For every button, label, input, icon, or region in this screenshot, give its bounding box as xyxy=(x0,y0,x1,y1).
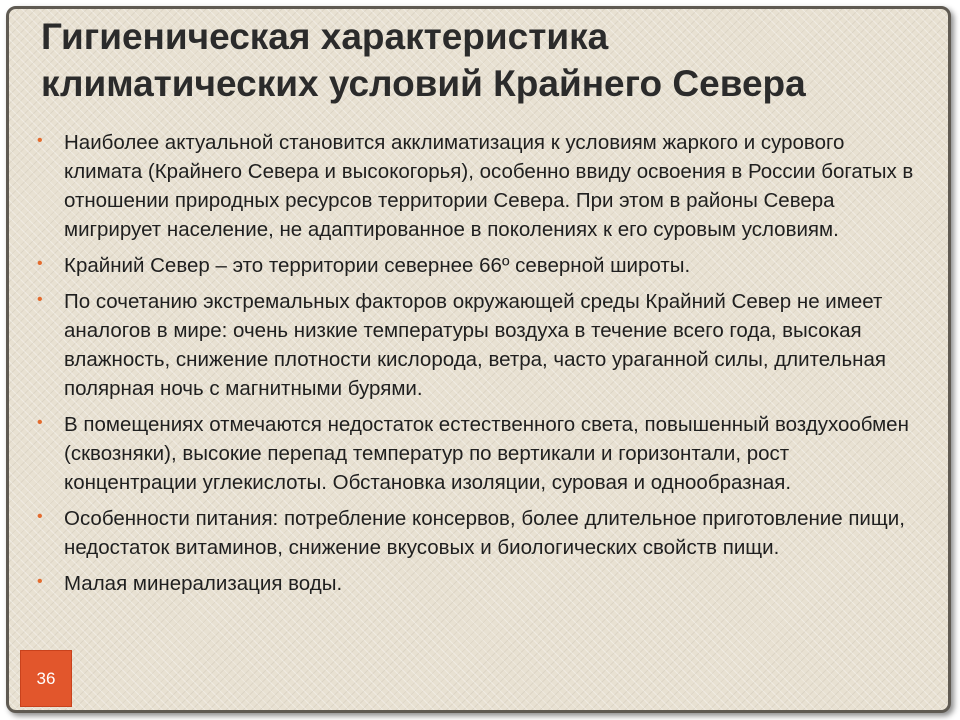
bullet-list xyxy=(35,128,915,605)
page-number-badge xyxy=(20,650,72,707)
bullet-icon: • xyxy=(37,255,43,272)
bullet-icon: • xyxy=(37,414,43,431)
list-item xyxy=(35,410,915,497)
title-line-2: климатических условий Крайнего Севера xyxy=(41,63,806,104)
slide-title xyxy=(41,13,941,107)
bullet-text: По сочетанию экстремальных факторов окружающей среды Крайний Север не имеет аналогов в мире: очень низкие температуры воздуха в течение всего года, высокая влажность, снижение плотности кислорода, ветра, часто ураганной силы, длительная полярная ночь с магнитными бурями. xyxy=(64,290,886,400)
slide xyxy=(6,6,951,713)
list-item xyxy=(35,504,915,562)
bullet-text: Крайний Север – это территории севернее 66º северной широты. xyxy=(64,254,691,277)
bullet-text: Наиболее актуальной становится акклиматизация к условиям жаркого и сурового климата (Крайнего Севера и высокогорья), особенно ввиду освоения в России богатых в отношении природных ресурсов территории Севера. При этом в районы Севера мигрирует население, не адаптированное в поколениях к его суровым условиям. xyxy=(64,131,914,241)
title-line-1: Гигиеническая характеристика xyxy=(41,16,609,57)
bullet-text: В помещениях отмечаются недостаток естественного света, повышенный воздухообмен (сквозняки), высокие перепад температур по вертикали и горизонтали, рост концентрации углекислоты. Обстановка изоляции, суровая и однообразная. xyxy=(64,413,909,494)
bullet-text: Особенности питания: потребление консервов, более длительное приготовление пищи, недостаток витаминов, снижение вкусовых и биологических свойств пищи. xyxy=(64,507,905,559)
bullet-icon: • xyxy=(37,132,43,149)
bullet-icon: • xyxy=(37,508,43,525)
list-item xyxy=(35,287,915,403)
bullet-icon: • xyxy=(37,291,43,308)
list-item xyxy=(35,251,915,280)
page-number: 36 xyxy=(36,668,56,688)
bullet-icon: • xyxy=(37,573,43,590)
list-item xyxy=(35,128,915,244)
list-item xyxy=(35,569,915,598)
bullet-text: Малая минерализация воды. xyxy=(64,572,343,595)
